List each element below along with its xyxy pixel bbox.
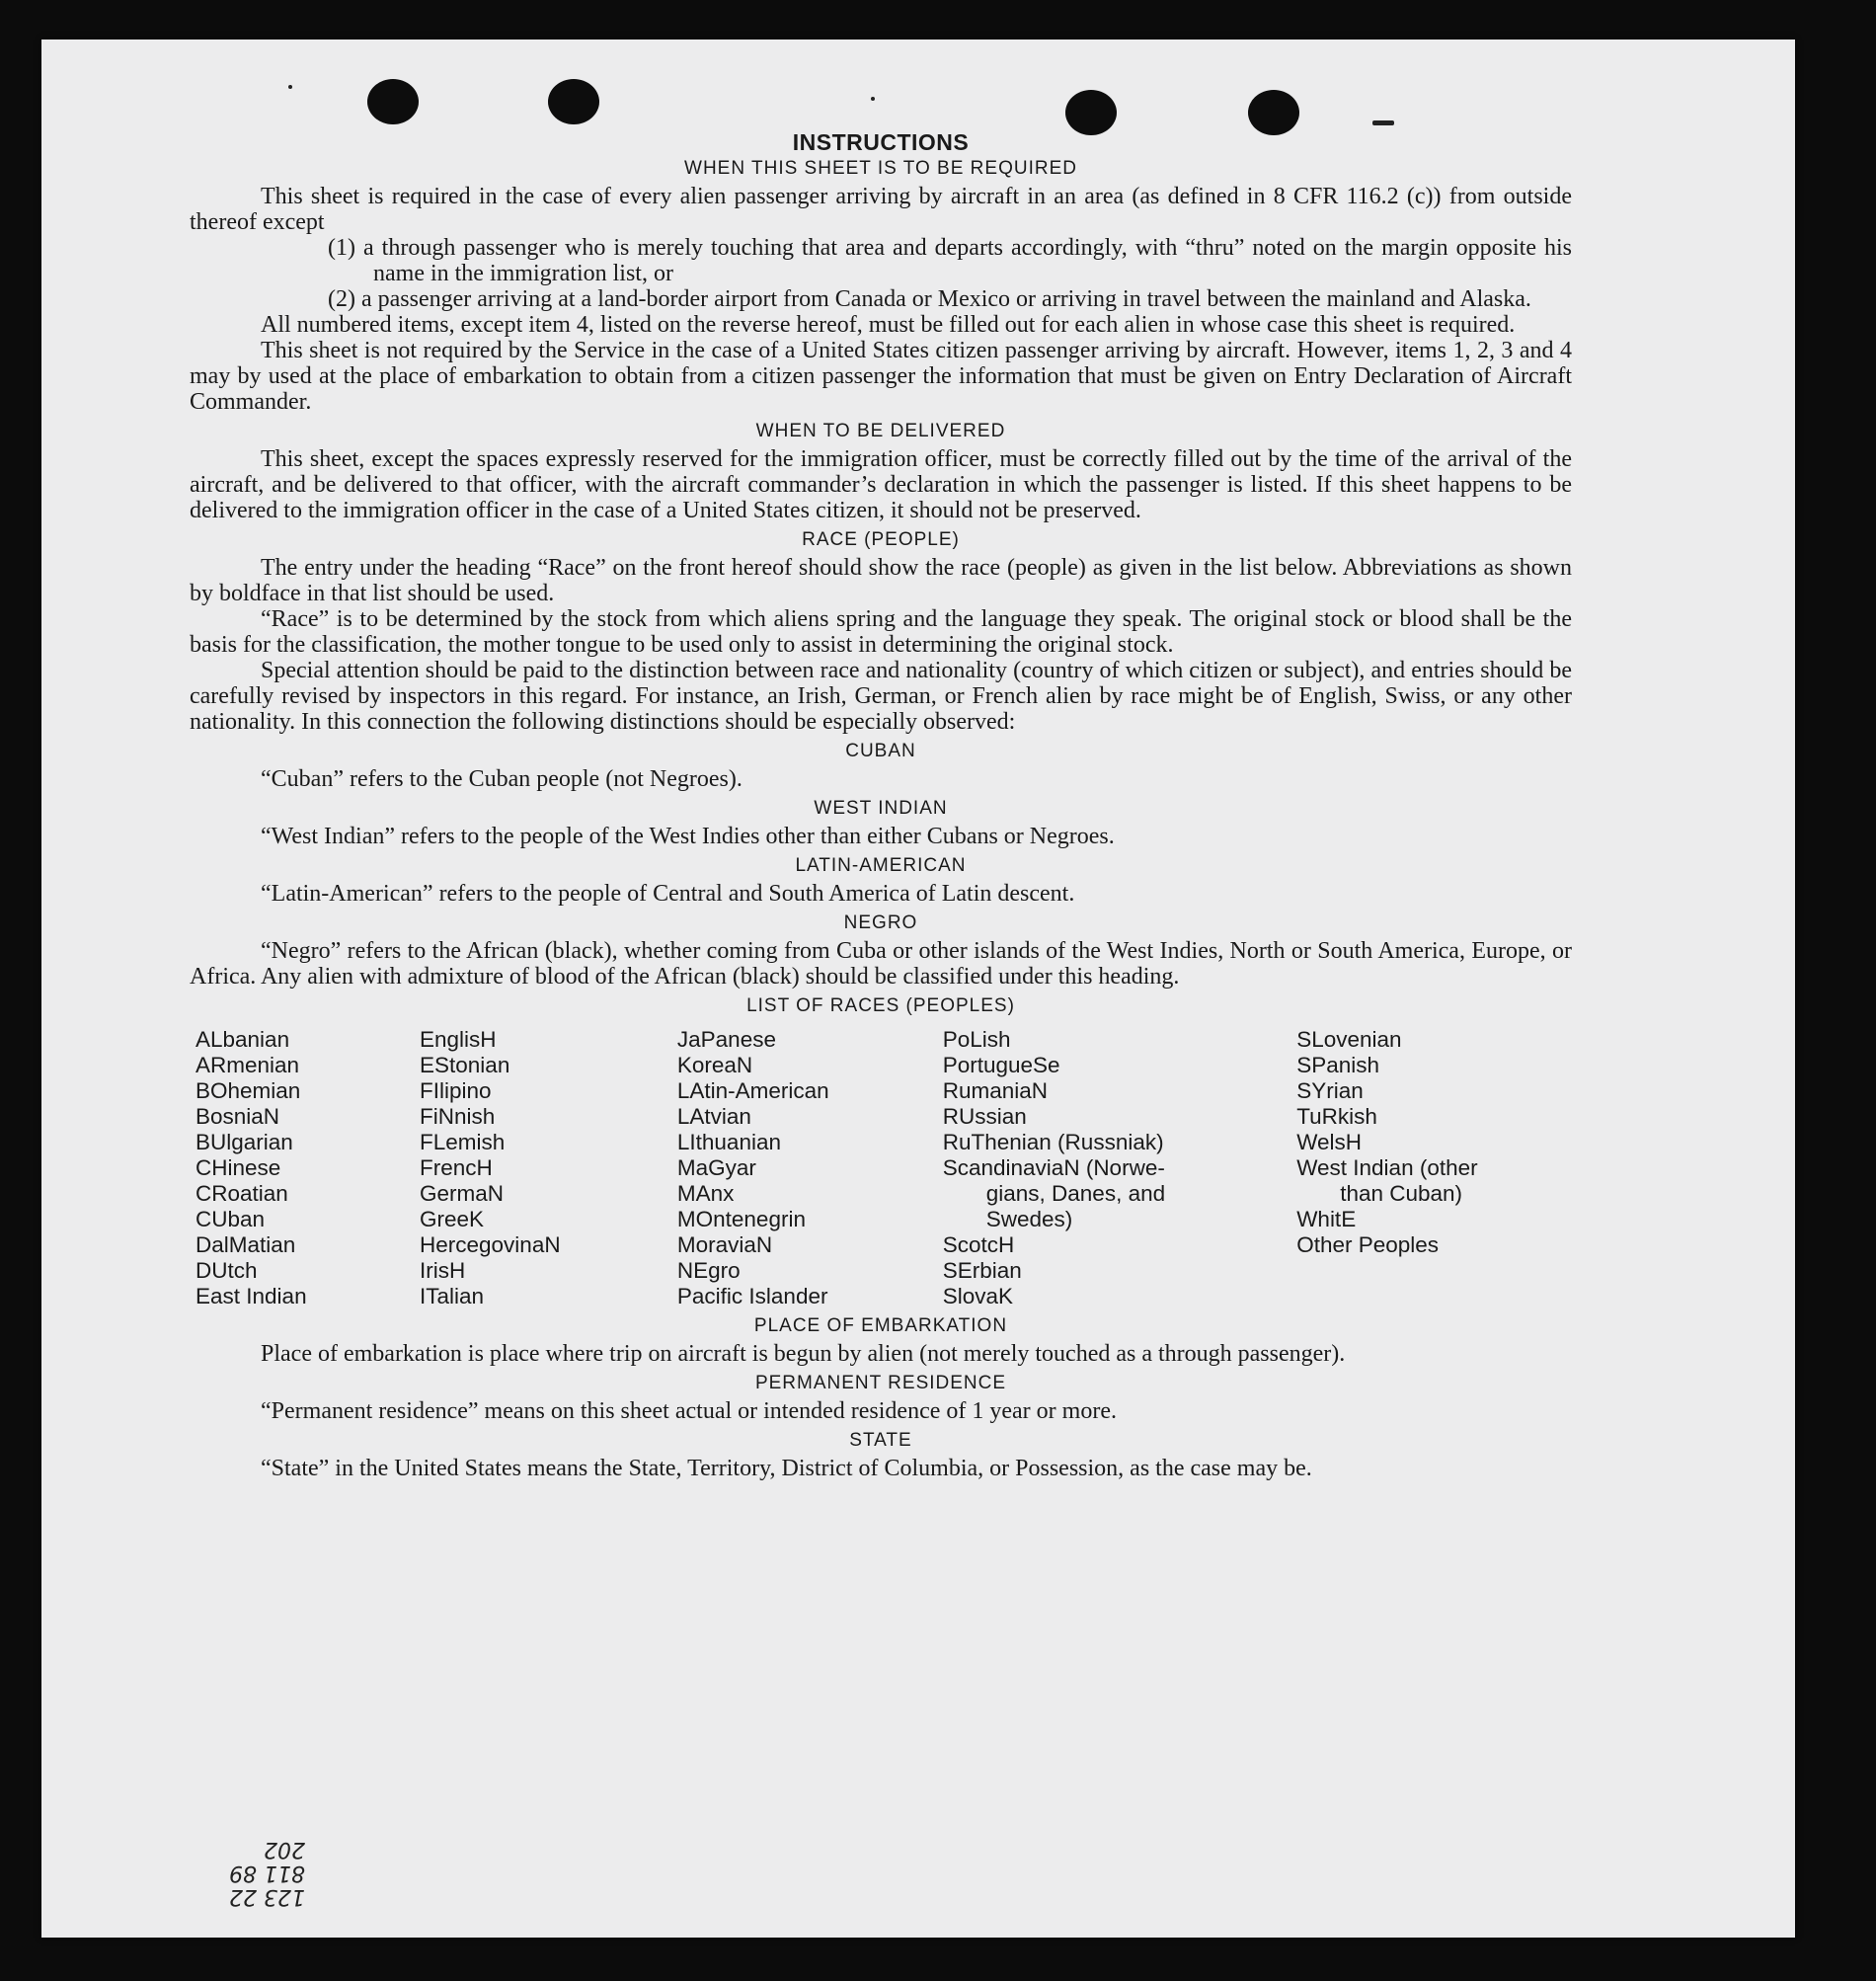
paragraph: “Race” is to be determined by the stock from which aliens spring and the language they speak. The original stock or blood shall be the basis for the classification, the mother tongue to be used only to assist in determining the original stock. xyxy=(190,606,1572,658)
race-entry: MAnx xyxy=(676,1181,735,1206)
section-heading-cuban: CUBAN xyxy=(845,741,916,761)
section-heading-race: RACE (PEOPLE) xyxy=(802,529,960,550)
paragraph: “Permanent residence” means on this sheet actual or intended residence of 1 year or more. xyxy=(261,1398,1117,1424)
list-item: (2) a passenger arriving at a land-border airport from Canada or Mexico or arriving in travel between the mainland and Alaska. xyxy=(328,286,1531,312)
race-entry: Other Peoples xyxy=(1296,1232,1440,1257)
race-entry: EStonian xyxy=(420,1053,510,1077)
race-entry: SErbian xyxy=(942,1258,1022,1283)
paragraph: This sheet is not required by the Service in the case of a United States citizen passenger arriving by aircraft. However, items 1, 2, 3 and 4 may by used at the place of embarkation to obtain from a citizen passenger the information that must be given on Entry Declaration of Aircraft Commander. xyxy=(190,338,1572,415)
races-list xyxy=(195,1027,1572,1309)
race-entry: KoreaN xyxy=(676,1053,753,1077)
section-heading-when-required: WHEN THIS SHEET IS TO BE REQUIRED xyxy=(684,158,1077,179)
race-entry: FrencH xyxy=(420,1155,493,1180)
paragraph: This sheet is required in the case of every alien passenger arriving by aircraft in an area (as defined in 8 CFR 116.2 (c)) from outside thereof except xyxy=(190,184,1572,235)
handwritten-line: 811 89 xyxy=(229,1861,305,1885)
race-entry: ARmenian xyxy=(195,1053,300,1077)
race-entry: BosniaN xyxy=(195,1104,280,1129)
race-entry: FIlipino xyxy=(420,1078,492,1103)
race-entry: BOhemian xyxy=(195,1078,301,1103)
paragraph: “West Indian” refers to the people of the West Indies other than either Cubans or Negroes. xyxy=(261,824,1115,849)
race-entry-continued: gians, Danes, and xyxy=(985,1181,1166,1206)
race-entry-continued: Swedes) xyxy=(985,1207,1073,1231)
race-entry: West Indian (other xyxy=(1296,1155,1478,1180)
races-column-3 xyxy=(677,1027,943,1309)
paragraph: Special attention should be paid to the distinction between race and nationality (country of which citizen or subject), and entries should be carefully revised by inspectors in this regard. For instance, an Irish, German, or French alien by race might be of English, Swiss, or any other nationality. In this connection the following distinctions should be especially observed: xyxy=(190,658,1572,735)
punch-hole xyxy=(548,79,599,124)
document-page xyxy=(41,40,1795,1938)
race-entry: JaPanese xyxy=(676,1027,776,1052)
race-entry: SLovenian xyxy=(1296,1027,1402,1052)
race-entry: East Indian xyxy=(195,1284,307,1308)
race-entry: DUtch xyxy=(195,1258,258,1283)
handwritten-line: 123 22 xyxy=(229,1884,305,1909)
race-entry: RuThenian (Russniak) xyxy=(942,1130,1164,1154)
speck xyxy=(288,85,292,89)
race-entry: FiNnish xyxy=(420,1104,496,1129)
race-entry: MOntenegrin xyxy=(676,1207,806,1231)
race-entry-continued: than Cuban) xyxy=(1340,1181,1463,1206)
race-entry: IrisH xyxy=(420,1258,466,1283)
speck xyxy=(871,97,875,101)
race-entry: LIthuanian xyxy=(676,1130,781,1154)
race-entry: TuRkish xyxy=(1296,1104,1377,1129)
race-entry: SYrian xyxy=(1296,1078,1364,1103)
race-entry: SlovaK xyxy=(942,1284,1014,1308)
race-entry: ScandinaviaN (Norwe- xyxy=(942,1155,1165,1180)
section-heading-negro: NEGRO xyxy=(843,912,918,933)
race-entry: ALbanian xyxy=(195,1027,290,1052)
race-entry: CHinese xyxy=(195,1155,281,1180)
section-heading-residence: PERMANENT RESIDENCE xyxy=(754,1373,1007,1393)
race-entry: LAtin-American xyxy=(676,1078,829,1103)
races-column-5 xyxy=(1296,1027,1572,1309)
race-entry: MaGyar xyxy=(676,1155,756,1180)
race-entry: Pacific Islander xyxy=(676,1284,828,1308)
race-entry: BUlgarian xyxy=(195,1130,293,1154)
race-entry: EnglisH xyxy=(420,1027,497,1052)
race-entry: RUssian xyxy=(942,1104,1027,1129)
handwritten-line: 202 xyxy=(263,1837,305,1862)
race-entry: CUban xyxy=(195,1207,266,1231)
section-heading-state: STATE xyxy=(849,1430,912,1451)
race-entry: FLemish xyxy=(420,1130,506,1154)
handwritten-note xyxy=(229,1837,305,1908)
race-entry: LAtvian xyxy=(676,1104,751,1129)
race-entry: CRoatian xyxy=(195,1181,288,1206)
race-entry: MoraviaN xyxy=(676,1232,773,1257)
races-column-4 xyxy=(943,1027,1296,1309)
race-entry: RumaniaN xyxy=(942,1078,1049,1103)
section-heading-west-indian: WEST INDIAN xyxy=(814,798,948,819)
list-item: (1) a through passenger who is merely touching that area and departs accordingly, with “thru” noted on the margin opposite his name in the immigration list, or xyxy=(328,235,1572,286)
section-heading-embarkation: PLACE OF EMBARKATION xyxy=(753,1315,1008,1336)
race-entry: ScotcH xyxy=(942,1232,1015,1257)
race-entry: NEgro xyxy=(676,1258,741,1283)
punch-hole xyxy=(367,79,419,124)
speck xyxy=(1372,120,1394,125)
instructions-body xyxy=(190,128,1572,1481)
paragraph: All numbered items, except item 4, listed on the reverse hereof, must be filled out for each alien in whose case this sheet is required. xyxy=(261,312,1516,338)
race-entry: WelsH xyxy=(1296,1130,1363,1154)
race-entry: DalMatian xyxy=(195,1232,296,1257)
race-entry: PortugueSe xyxy=(942,1053,1060,1077)
race-entry: PoLish xyxy=(942,1027,1011,1052)
race-entry: GreeK xyxy=(420,1207,485,1231)
race-entry: GermaN xyxy=(420,1181,505,1206)
race-entry: HercegovinaN xyxy=(420,1232,561,1257)
section-heading-list-of-races: LIST OF RACES (PEOPLES) xyxy=(746,995,1015,1016)
paragraph: The entry under the heading “Race” on the front hereof should show the race (people) as given in the list below. Abbreviations as shown by boldface in that list should be used. xyxy=(190,555,1572,606)
paragraph: “Negro” refers to the African (black), whether coming from Cuba or other islands of the West Indies, North or South America, Europe, or Africa. Any alien with admixture of blood of the African (black) should be classified under this heading. xyxy=(190,938,1572,990)
section-heading-latin-american: LATIN-AMERICAN xyxy=(795,855,967,876)
paragraph: Place of embarkation is place where trip on aircraft is begun by alien (not merely touched as a through passenger). xyxy=(261,1341,1346,1367)
race-entry: WhitE xyxy=(1296,1207,1357,1231)
paragraph: This sheet, except the spaces expressly reserved for the immigration officer, must be correctly filled out by the time of the arrival of the aircraft, and be delivered to that officer, with the aircraft commander’s declaration in which the passenger is listed. If this sheet happens to be delivered to the immigration officer in the case of a United States citizen, it should not be preserved. xyxy=(190,446,1572,523)
page-title: INSTRUCTIONS xyxy=(792,129,970,155)
races-column-2 xyxy=(420,1027,677,1309)
races-column-1 xyxy=(195,1027,420,1309)
paragraph: “Latin-American” refers to the people of Central and South America of Latin descent. xyxy=(261,881,1075,907)
race-entry: ITalian xyxy=(420,1284,485,1308)
paragraph: “State” in the United States means the State, Territory, District of Columbia, or Possession, as the case may be. xyxy=(261,1456,1312,1481)
section-heading-when-delivered: WHEN TO BE DELIVERED xyxy=(755,421,1006,441)
race-entry: SPanish xyxy=(1296,1053,1379,1077)
paragraph: “Cuban” refers to the Cuban people (not Negroes). xyxy=(261,766,743,792)
